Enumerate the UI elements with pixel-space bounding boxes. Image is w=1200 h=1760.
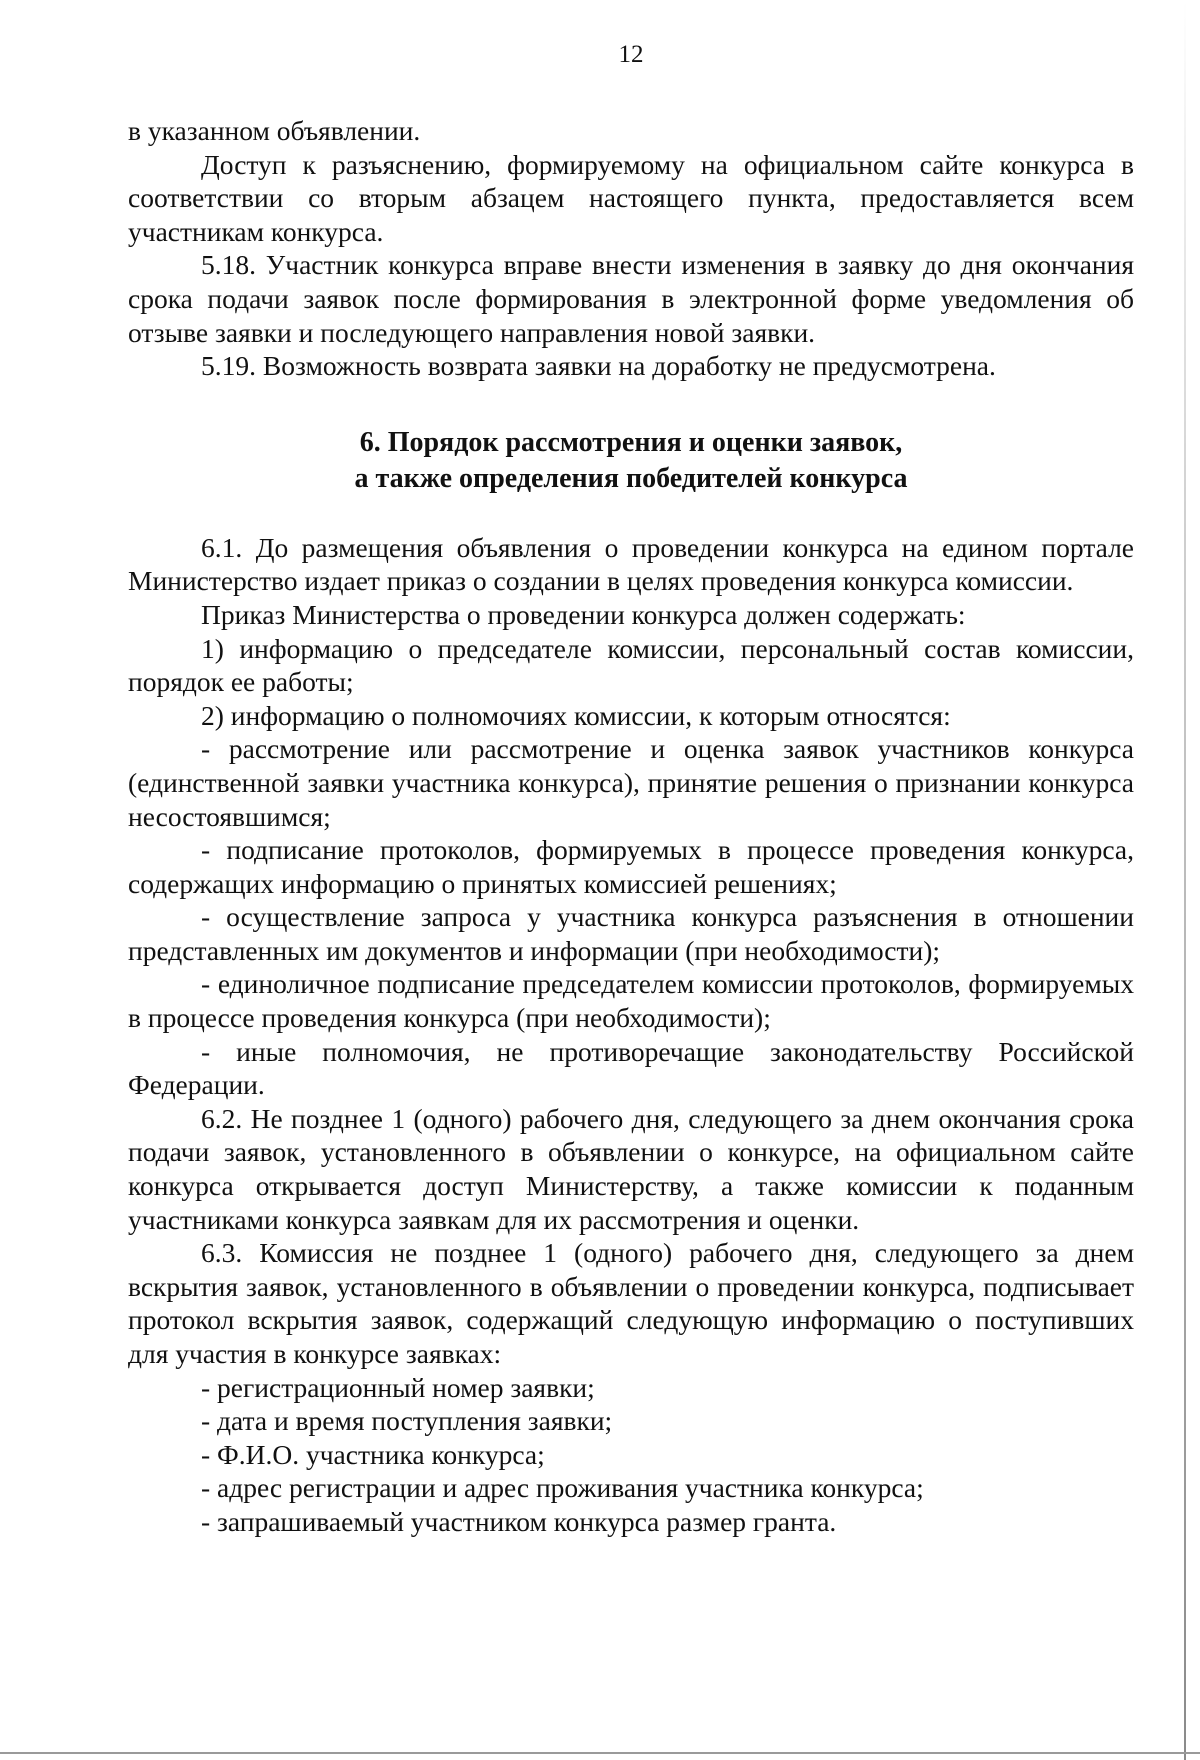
- list-item: - запрашиваемый участником конкурса размер гранта.: [201, 1505, 837, 1537]
- list-item: - единоличное подписание председателем комиссии протоколов, формируемых в процессе проведения конкурса (при необходимости);: [128, 968, 1134, 1034]
- paragraph-clause-6-3: 6.3. Комиссия не позднее 1 (одного) рабочего дня, следующего за днем вскрытия заявок, установленного в объявлении о проведении конкурса, подписывает протокол вскрытия заявок, содержащий следующую информацию о поступивших для участия в конкурсе заявках:: [128, 1237, 1134, 1369]
- list-item: - иные полномочия, не противоречащие законодательству Российской Федерации.: [128, 1035, 1134, 1101]
- paragraph-clause-6-2: 6.2. Не позднее 1 (одного) рабочего дня, следующего за днем окончания срока подачи заявок, установленного в объявлении о конкурсе, на официальном сайте конкурса открывается доступ Министерству, а также комиссии к поданным участниками конкурса заявкам для их рассмотрения и оценки.: [128, 1102, 1134, 1235]
- list-item: 2) информацию о полномочиях комиссии, к которым относятся:: [201, 699, 951, 731]
- list-item: - адрес регистрации и адрес проживания участника конкурса;: [201, 1472, 924, 1504]
- paragraph: Доступ к разъяснению, формируемому на официальном сайте конкурса в соответствии со вторым абзацем настоящего пункта, предоставляется всем участникам конкурса.: [128, 148, 1134, 247]
- page-number: 12: [618, 41, 644, 68]
- list-item: - дата и время поступления заявки;: [201, 1405, 613, 1437]
- list-item: - Ф.И.О. участника конкурса;: [201, 1438, 545, 1470]
- section-heading: [128, 425, 1134, 497]
- document-body: [128, 114, 1134, 1539]
- section-heading-line-2: а также определения победителей конкурса: [354, 462, 908, 494]
- paragraph: в указанном объявлении.: [128, 115, 421, 146]
- section-heading-line-1: 6. Порядок рассмотрения и оценки заявок,: [359, 426, 903, 458]
- scan-edge-bottom: [0, 1752, 1200, 1754]
- paragraph-clause-5-19: 5.19. Возможность возврата заявки на доработку не предусмотрена.: [201, 350, 996, 382]
- list-item: - регистрационный номер заявки;: [201, 1371, 595, 1403]
- list-item: - осуществление запроса у участника конкурса разъяснения в отношении представленных им документов и информации (при необходимости);: [128, 901, 1134, 966]
- list-item: - подписание протоколов, формируемых в процессе проведения конкурса, содержащих информацию о принятых комиссией решениях;: [128, 834, 1134, 899]
- list-item: - рассмотрение или рассмотрение и оценка заявок участников конкурса (единственной заявки участника конкурса), принятие решения о признании конкурса несостоявшимся;: [128, 733, 1134, 832]
- paragraph: Приказ Министерства о проведении конкурса должен содержать:: [201, 598, 966, 630]
- scan-edge-right: [1184, 0, 1186, 1760]
- list-item: 1) информацию о председателе комиссии, персональный состав комиссии, порядок ее работы;: [128, 632, 1134, 698]
- paragraph-clause-6-1: 6.1. До размещения объявления о проведении конкурса на едином портале Министерство издает приказ о создании в целях проведения конкурса комиссии.: [128, 531, 1134, 597]
- paragraph-clause-5-18: 5.18. Участник конкурса вправе внести изменения в заявку до дня окончания срока подачи заявок после формирования в электронной форме уведомления об отзыве заявки и последующего направления новой заявки.: [128, 249, 1134, 348]
